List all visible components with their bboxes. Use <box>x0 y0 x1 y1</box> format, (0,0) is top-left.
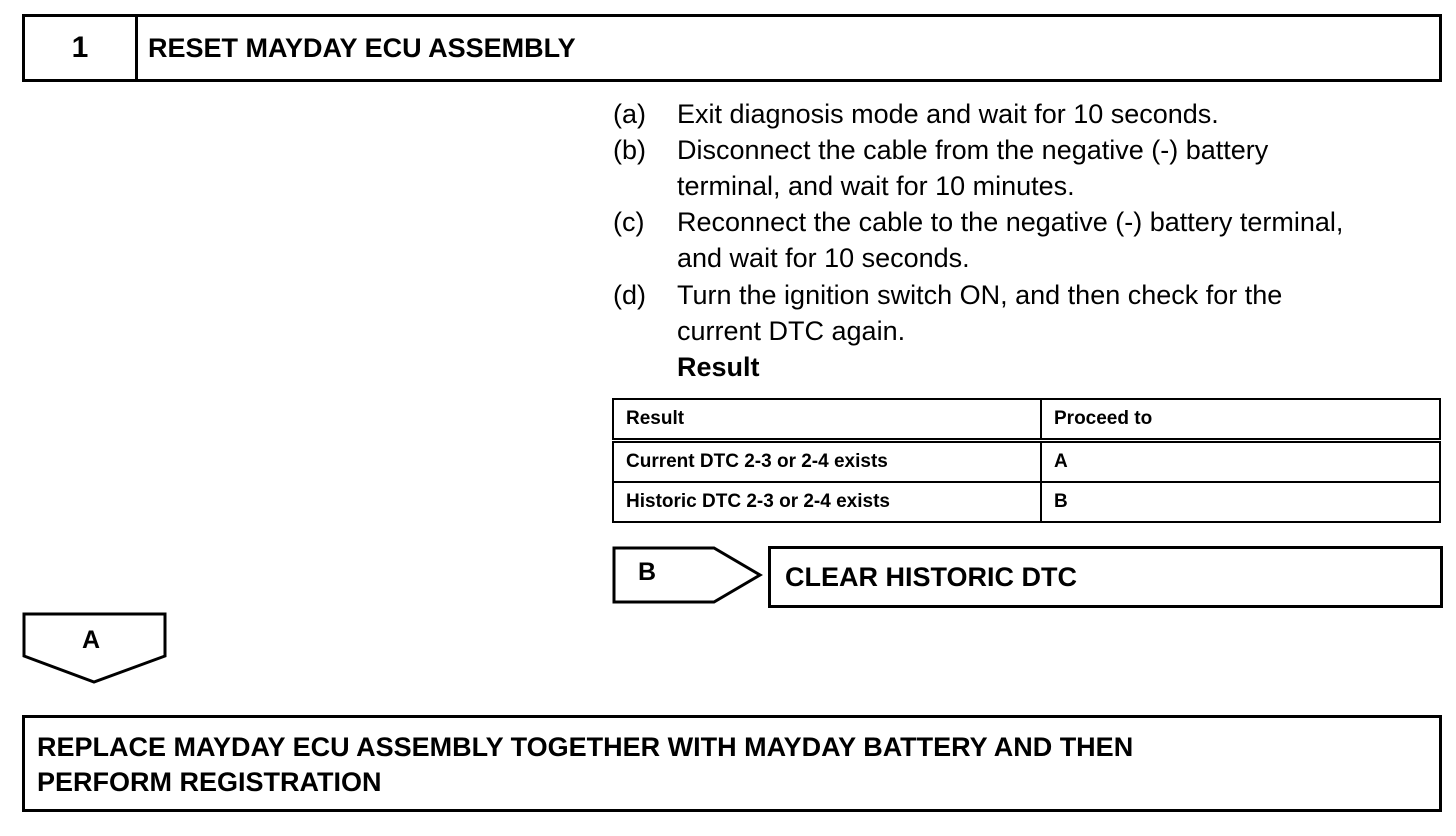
branch-b-label: B <box>638 558 657 586</box>
action-a-line1: REPLACE MAYDAY ECU ASSEMBLY TOGETHER WITH MAYDAY BATTERY AND THEN <box>37 732 1134 762</box>
step-title: RESET MAYDAY ECU ASSEMBLY <box>148 32 576 63</box>
instruction-c <box>613 204 1443 276</box>
table-cell-result: Historic DTC 2-3 or 2-4 exists <box>613 482 1041 522</box>
instruction-text: Disconnect the cable from the negative (-) battery <box>677 135 1269 165</box>
table-row <box>613 482 1440 522</box>
instruction-text-cont: current DTC again. <box>677 316 906 346</box>
instruction-letter: (d) <box>613 280 646 310</box>
action-a-box <box>22 715 1442 812</box>
instruction-letter: (b) <box>613 135 646 165</box>
instruction-letter: (a) <box>613 99 646 129</box>
instruction-a <box>613 96 1443 132</box>
instruction-letter: (c) <box>613 207 645 237</box>
instruction-text-cont: and wait for 10 seconds. <box>677 243 970 273</box>
table-cell-result: Current DTC 2-3 or 2-4 exists <box>613 441 1041 483</box>
action-b-text: CLEAR HISTORIC DTC <box>785 561 1078 592</box>
instruction-d <box>613 277 1443 349</box>
instruction-b <box>613 132 1443 204</box>
table-cell-proceed: A <box>1041 441 1440 483</box>
instruction-text: Turn the ignition switch ON, and then check for the <box>677 280 1283 310</box>
table-header-result: Result <box>613 399 1041 441</box>
action-a-text <box>37 730 1377 800</box>
step-number: 1 <box>25 17 138 79</box>
result-heading: Result <box>677 352 760 382</box>
action-b-box <box>768 546 1443 608</box>
branch-a-label: A <box>82 626 101 654</box>
table-cell-proceed: B <box>1041 482 1440 522</box>
branch-b-arrow-icon <box>612 546 764 604</box>
result-table <box>612 398 1441 523</box>
action-a-line2: PERFORM REGISTRATION <box>37 767 382 797</box>
instruction-text: Exit diagnosis mode and wait for 10 seconds. <box>677 99 1219 129</box>
instruction-text-cont: terminal, and wait for 10 minutes. <box>677 171 1075 201</box>
table-row <box>613 441 1440 483</box>
table-header-row <box>613 399 1440 441</box>
step-header <box>22 14 1442 82</box>
table-header-proceed: Proceed to <box>1041 399 1440 441</box>
instruction-text: Reconnect the cable to the negative (-) battery terminal, <box>677 207 1344 237</box>
